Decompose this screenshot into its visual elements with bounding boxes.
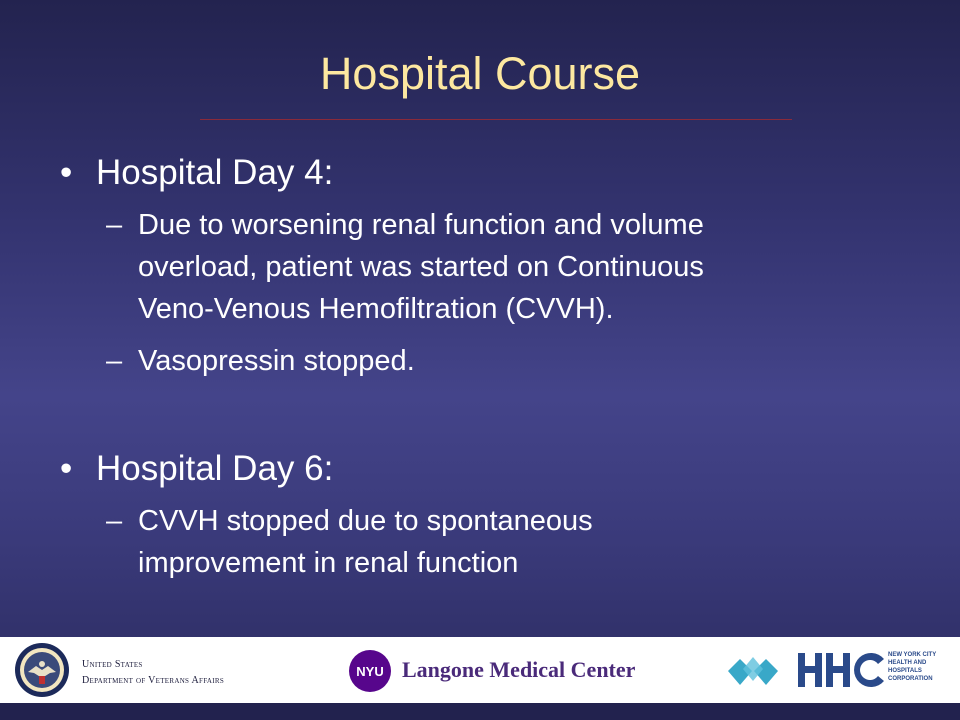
sub-bullet-marker: – (106, 345, 123, 377)
hhc-subtitle-line: NEW YORK CITY (888, 652, 937, 658)
slide-title: Hospital Course (319, 48, 641, 99)
sub-bullet-line: Vasopressin stopped. (138, 345, 415, 377)
hhc-subtitle (888, 651, 936, 683)
sub-bullet-marker: – (106, 209, 123, 241)
va-wordmark (82, 657, 224, 689)
sub-bullet-marker: – (106, 505, 123, 537)
hhc-subtitle-line: HOSPITALS (888, 668, 922, 674)
sub-bullet-line: Veno-Venous Hemofiltration (CVVH). (138, 293, 614, 325)
nyu-badge-icon (348, 649, 392, 693)
hhc-logo-icon (798, 651, 886, 689)
va-seal-icon (14, 642, 70, 698)
sub-bullet-line: overload, patient was started on Continuous (138, 251, 704, 283)
bullet-marker: • (60, 153, 73, 192)
hhc-subtitle-line: CORPORATION (888, 676, 933, 682)
va-line-2: Department of Veterans Affairs (82, 675, 225, 686)
title-divider (200, 119, 792, 120)
hhc-hearts-icon (726, 651, 780, 693)
bullet-heading: Hospital Day 6: (96, 449, 334, 488)
bottom-band (0, 703, 960, 720)
bullet-hospital-day-6 (60, 448, 920, 490)
sub-bullet-line: CVVH stopped due to spontaneous (138, 505, 593, 537)
bullet-hospital-day-4 (60, 152, 920, 194)
va-line-1: United States (82, 659, 143, 670)
sub-bullet-renal-cvvh (60, 204, 920, 330)
footer-logo-bar (0, 637, 960, 703)
sub-bullet-line: Due to worsening renal function and volume (138, 209, 704, 241)
hhc-subtitle-line: HEALTH AND (888, 660, 927, 666)
sub-bullet-line: improvement in renal function (138, 547, 519, 579)
nyu-badge-label: NYU (356, 664, 384, 679)
sub-bullet-vasopressin (60, 340, 920, 382)
sub-bullet-cvvh-stopped (60, 500, 920, 584)
nyu-langone-wordmark: Langone Medical Center (402, 657, 636, 682)
bullet-heading: Hospital Day 4: (96, 153, 334, 192)
bullet-marker: • (60, 449, 73, 488)
slide-content (60, 152, 920, 584)
